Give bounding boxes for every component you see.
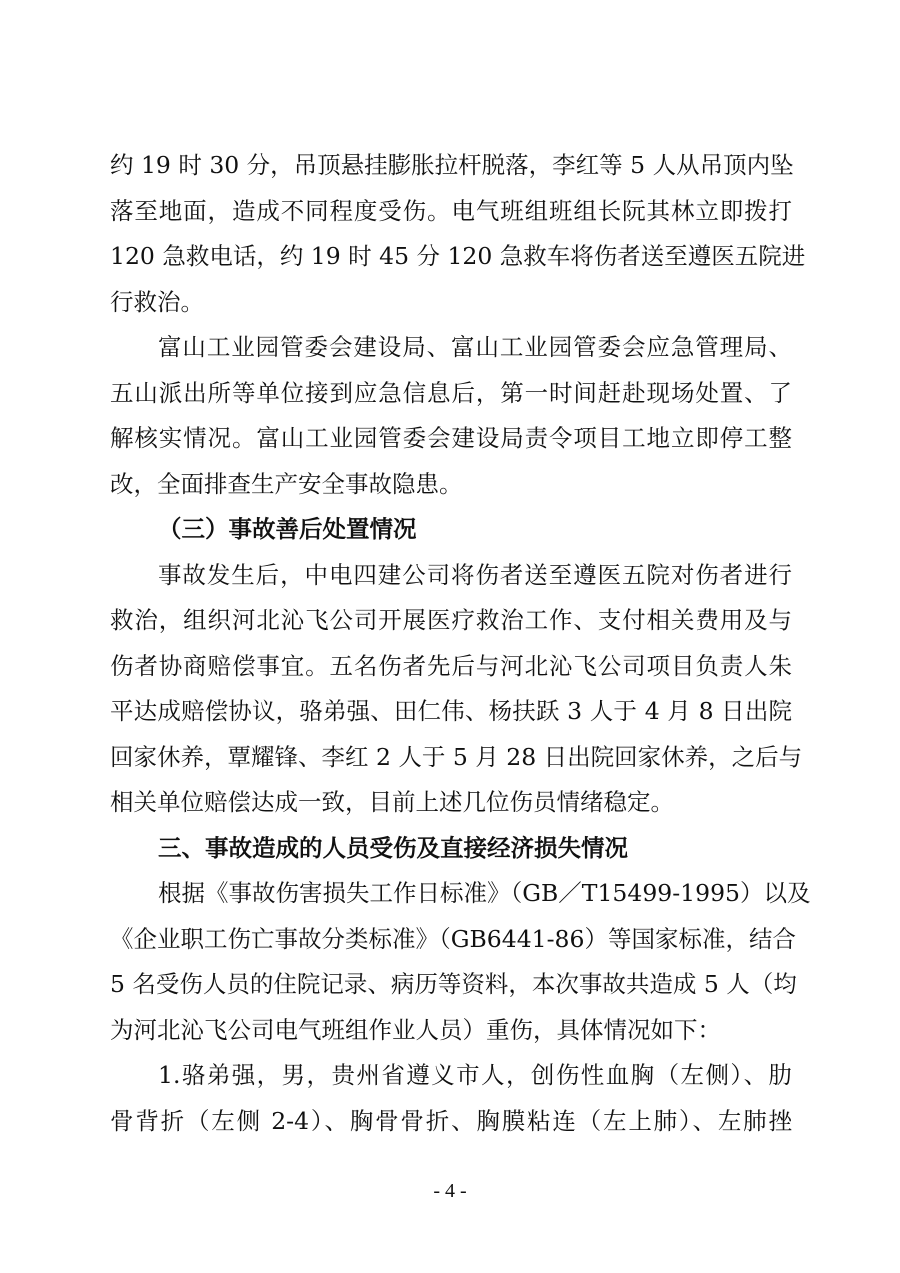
text-line: 救治，组织河北沁飞公司开展医疗救治工作、支付相关费用及与 — [110, 606, 792, 634]
text-line: 骨背折（左侧 2-4）、胸骨骨折、胸膜粘连（左上肺）、左肺挫 — [110, 1106, 792, 1135]
text-line: 平达成赔偿协议，骆弟强、田仁伟、杨扶跃 3 人于 4 月 8 日出院 — [110, 697, 792, 725]
text-line: 回家休养，覃耀锋、李红 2 人于 5 月 28 日出院回家休养，之后与 — [110, 742, 803, 771]
text-line: 解核实情况。富山工业园管委会建设局责令项目工地立即停工整 — [110, 424, 792, 452]
section-heading: 三、事故造成的人员受伤及直接经济损失情况 — [158, 833, 628, 862]
text-line: 落至地面，造成不同程度受伤。电气班组班组长阮其林立即拨打 — [110, 196, 792, 225]
paragraph-aftermath — [110, 553, 803, 826]
paragraph-standards — [110, 871, 811, 1053]
subsection-heading: （三）事故善后处置情况 — [158, 515, 417, 543]
page-number: - 4 - — [433, 1180, 467, 1202]
paragraph-emergency-response — [110, 325, 792, 507]
text-line: 行救治。 — [110, 287, 204, 316]
document-body — [110, 143, 811, 1144]
text-line: 富山工业园管委会建设局、富山工业园管委会应急管理局、 — [158, 333, 792, 361]
text-line: 5 名受伤人员的住院记录、病历等资料，本次事故共造成 5 人（均 — [110, 970, 797, 998]
paragraph-injured-person-1 — [110, 1053, 792, 1144]
text-line: 根据《事故伤害损失工作日标准》（GB／T15499-1995）以及 — [158, 879, 811, 907]
text-line: 事故发生后，中电四建公司将伤者送至遵医五院对伤者进行 — [158, 560, 792, 589]
text-line: 1.骆弟强，男，贵州省遵义市人，创伤性血胸（左侧）、肋 — [158, 1061, 792, 1089]
text-line: 改，全面排查生产安全事故隐患。 — [110, 469, 463, 498]
text-line: 为河北沁飞公司电气班组作业人员）重伤，具体情况如下： — [110, 1015, 721, 1044]
text-line: 约 19 时 30 分，吊顶悬挂膨胀拉杆脱落，李红等 5 人从吊顶内坠 — [110, 151, 794, 179]
text-line: 120 急救电话，约 19 时 45 分 120 急救车将伤者送至遵医五院进 — [110, 242, 806, 270]
paragraph-injury-event — [110, 143, 806, 325]
text-line: 《企业职工伤亡事故分类标准》（GB6441-86）等国家标准，结合 — [110, 924, 796, 953]
text-line: 伤者协商赔偿事宜。五名伤者先后与河北沁飞公司项目负责人朱 — [110, 651, 792, 680]
text-line: 相关单位赔偿达成一致，目前上述几位伤员情绪稳定。 — [110, 788, 674, 816]
text-line: 五山派出所等单位接到应急信息后，第一时间赶赴现场处置、了 — [110, 378, 792, 407]
